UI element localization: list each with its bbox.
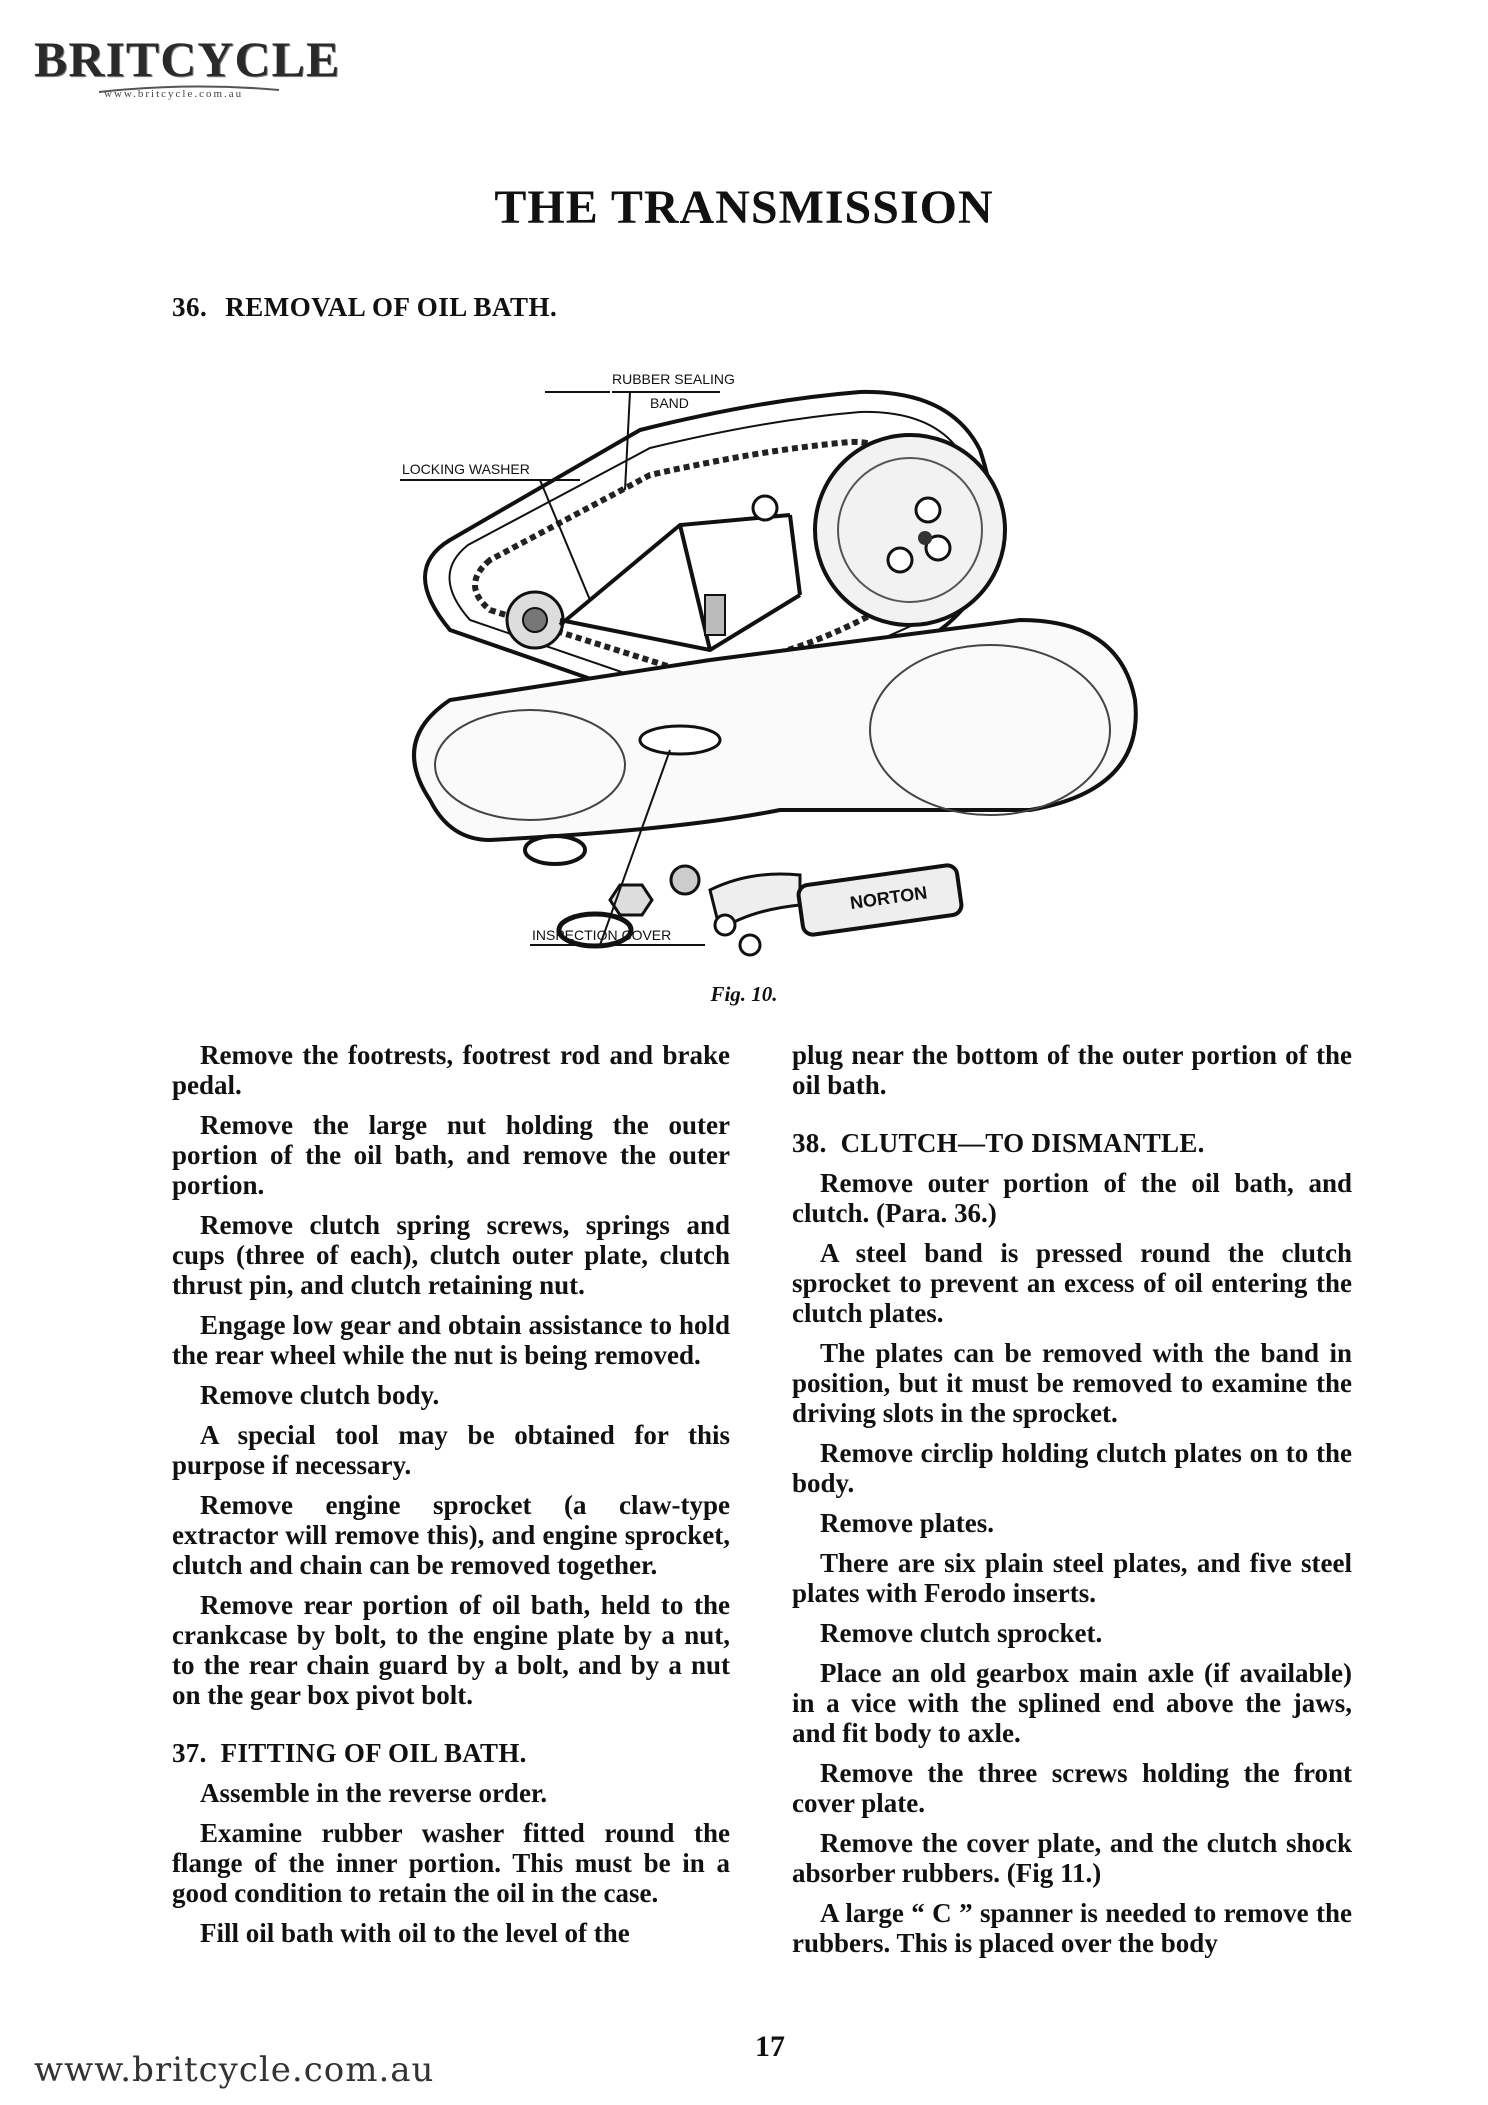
engine-sprocket-hub xyxy=(523,608,547,632)
section-38-number: 38. xyxy=(792,1128,827,1158)
section-36-title: REMOVAL OF OIL BATH. xyxy=(225,292,558,322)
figure-caption: Fig. 10. xyxy=(710,982,778,1006)
left-paragraph-7: Remove engine sprocket (a claw-type extractor will remove this), and engine sprocket, clutch and chain can be removed together. xyxy=(172,1490,730,1580)
left-paragraph-5: Remove clutch body. xyxy=(200,1380,440,1410)
small-nut-drawing xyxy=(671,866,699,894)
sealing-ring-drawing xyxy=(525,836,585,864)
left-paragraph-9: Assemble in the reverse order. xyxy=(200,1778,548,1808)
right-paragraph-1: plug near the bottom of the outer portion of the oil bath. xyxy=(792,1040,1352,1100)
page-title: THE TRANSMISSION xyxy=(494,181,994,234)
right-paragraph-12: A large “ C ” spanner is needed to remove the rubbers. This is placed over the body xyxy=(792,1898,1352,1958)
inspection-cover-drawing xyxy=(640,726,720,754)
left-paragraph-2: Remove the large nut holding the outer portion of the oil bath, and remove the outer portion. xyxy=(172,1110,730,1200)
section-37-heading xyxy=(172,1738,730,1768)
small-washer-1 xyxy=(715,915,735,935)
clutch-drum-drawing xyxy=(815,435,1005,625)
label-locking-washer: LOCKING WASHER xyxy=(402,461,530,477)
britcycle-logo xyxy=(34,30,341,120)
section-38-heading xyxy=(792,1128,1352,1158)
section-36-number: 36. xyxy=(172,292,208,322)
clutch-center xyxy=(918,531,932,545)
left-paragraph-10: Examine rubber washer fitted round the flange of the inner portion. This must be in a good condition to retain the oil in the case. xyxy=(172,1818,730,1908)
label-rubber-sealing: RUBBER SEALING xyxy=(612,371,735,387)
clutch-screw-hole-1 xyxy=(916,498,940,522)
right-paragraph-9: Place an old gearbox main axle (if available) in a vice with the splined end above the jaws, and fit body to axle. xyxy=(792,1658,1352,1748)
right-paragraph-5: Remove circlip holding clutch plates on to the body. xyxy=(792,1438,1352,1498)
logo-text: BRITCYCLE xyxy=(34,31,341,87)
section-38-title: CLUTCH—TO DISMANTLE. xyxy=(840,1128,1205,1158)
right-paragraph-2: Remove outer portion of the oil bath, and clutch. (Para. 36.) xyxy=(792,1168,1352,1228)
case-stud-drawing xyxy=(705,595,725,635)
section-37-title: FITTING OF OIL BATH. xyxy=(220,1738,527,1768)
page-number: 17 xyxy=(755,2030,785,2063)
left-paragraph-8: Remove rear portion of oil bath, held to the crankcase by bolt, to the engine plate by a nut, to the rear chain guard by a bolt, and by a nut on the gear box pivot bolt. xyxy=(172,1590,730,1710)
left-column xyxy=(172,1040,730,1958)
clutch-screw-hole-3 xyxy=(888,548,912,572)
left-paragraph-4: Engage low gear and obtain assistance to hold the rear wheel while the nut is being removed. xyxy=(172,1310,730,1370)
right-paragraph-8: Remove clutch sprocket. xyxy=(820,1618,1103,1648)
section-36-heading xyxy=(172,292,557,323)
left-paragraph-3: Remove clutch spring screws, springs and cups (three of each), clutch outer plate, clutch thrust pin, and clutch retaining nut. xyxy=(172,1210,730,1300)
logo-subtext: www.britcycle.com.au xyxy=(104,88,244,100)
left-paragraph-11: Fill oil bath with oil to the level of the xyxy=(200,1918,630,1948)
left-paragraph-6: A special tool may be obtained for this purpose if necessary. xyxy=(172,1420,730,1480)
right-paragraph-10: Remove the three screws holding the front cover plate. xyxy=(792,1758,1352,1818)
right-paragraph-7: There are six plain steel plates, and five steel plates with Ferodo inserts. xyxy=(792,1548,1352,1608)
right-paragraph-6: Remove plates. xyxy=(820,1508,994,1538)
figure-oil-bath-illustration xyxy=(380,370,1140,970)
right-paragraph-11: Remove the cover plate, and the clutch shock absorber rubbers. (Fig 11.) xyxy=(792,1828,1352,1888)
upper-bolt-drawing xyxy=(753,496,777,520)
footer-website: www.britcycle.com.au xyxy=(34,2050,435,2090)
left-paragraph-1: Remove the footrests, footrest rod and brake pedal. xyxy=(172,1040,730,1100)
label-inspection-cover: INSPECTION COVER xyxy=(532,927,672,943)
norton-label: NORTON xyxy=(848,882,929,914)
section-37-number: 37. xyxy=(172,1738,207,1768)
small-washer-2 xyxy=(740,935,760,955)
right-column xyxy=(792,1040,1352,1968)
right-paragraph-3: A steel band is pressed round the clutch sprocket to prevent an excess of oil entering the clutch plates. xyxy=(792,1238,1352,1328)
label-band: BAND xyxy=(650,395,689,411)
right-paragraph-4: The plates can be removed with the band in position, but it must be removed to examine the driving slots in the sprocket. xyxy=(792,1338,1352,1428)
oil-bath-drawing xyxy=(380,370,1140,970)
